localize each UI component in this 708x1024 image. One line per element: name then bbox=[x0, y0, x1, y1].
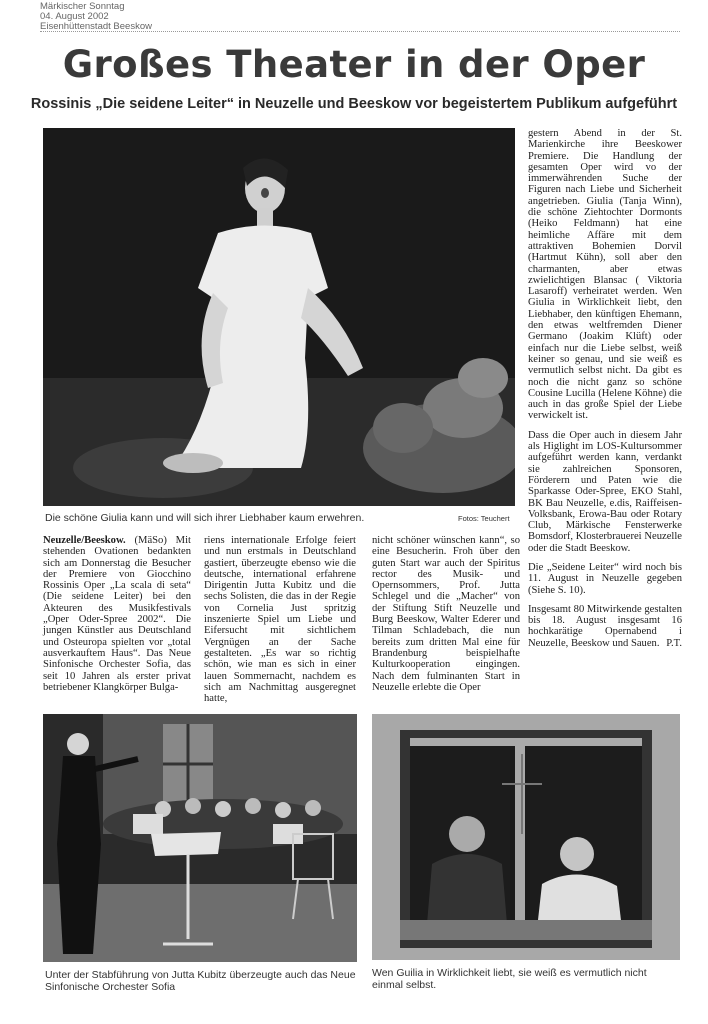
article-column-3 bbox=[372, 535, 520, 693]
article-right-column bbox=[528, 128, 682, 649]
window-photo-image bbox=[372, 714, 680, 960]
dateline: Neuzelle/Beeskow. bbox=[43, 535, 126, 546]
article-paragraph: riens internationale Erfolge feiert und nun erstmals in Deutschland gastiert, überzeugte ebenso wie die deutsche, international erfahrene Dirigentin Jutta Kubitz und die sechs Solisten, die das in der Regie von Cornelia Just spritzig inszenierte Spiel um Liebe und Eifersucht mit sichtlichem Vergnügen an der Sache gestalteten. „Es war so richtig schön, wie man es sich in einer lauen Sommernacht, nachdem es sich am Nachmittag ausgeregnet hatte, bbox=[204, 535, 356, 705]
masthead-paper: Märkischer Sonntag bbox=[40, 1, 125, 12]
article-column-2 bbox=[204, 535, 356, 704]
subheadline: Rossinis „Die seidene Leiter“ in Neuzelle und Beeskow vor begeistertem Publikum aufgeführt bbox=[30, 96, 678, 112]
headline: Großes Theater in der Oper bbox=[62, 43, 646, 86]
masthead-date: 04. August 2002 bbox=[40, 11, 109, 22]
article-paragraph bbox=[43, 535, 191, 693]
article-paragraph: Dass die Oper auch in diesem Jahr als Higlight im LOS-Kultursommer aufgeführt werden kann, verdankt sie zahlreichen Sponsoren, Förderern und Paten wie die Sparkasse Oder-Spree, EKO Stahl, BK Bau Neuzelle, e.dis, Raiffeisen-Volksbank, Erowa-Bau oder Rotary Club, Märkische Fensterwerke Bomsdorf, Klosterbrauerei Neuzelle oder die Stadt Beeskow. bbox=[528, 429, 682, 554]
window-photo-caption: Wen Guilia in Wirklichkeit liebt, sie weiß es vermutlich nicht einmal selbst. bbox=[372, 967, 647, 991]
article-paragraph-text: Insgesamt 80 Mitwirkende gestalten bis 18. August insgesamt 16 hochkarätige Opernabend i Neuzelle, Beeskow und Sauen. bbox=[528, 603, 682, 649]
author-initials: P.T. bbox=[666, 637, 682, 649]
article-paragraph-text: (MäSo) Mit stehenden Ovationen bedankten sich am Donnerstag die Besucher der Premiere von Giocchino Rossinis Oper „La scala di seta“ (Die seidene Leiter) bei den Akteuren des Musikfestivals „Oper Oder-Spree 2002“. Die jungen Künstler aus Deutschland und Osteuropa spielten vor „total ausverkauftem Haus“. Das Neue Sinfonische Orchester Sofia, das seit 10 Jahren als erster privat betriebener Klangkörper Bulga- bbox=[43, 535, 191, 693]
photo-credit: Fotos: Teuchert bbox=[458, 514, 510, 523]
orchestra-photo-image bbox=[43, 714, 357, 962]
masthead-rule bbox=[40, 31, 680, 32]
article-paragraph: nicht schöner wünschen kann“, so eine Besucherin. Froh über den guten Start war auch der Spiritus rector des Musik- und Opernsommers, Prof. Jutta Schlegel und die „Macher“ von der Stiftung Stift Neuzelle und Burg Beeskow, Walter Ederer und Tilman Schladebach, die nun bereits zum dritten Mal eine für Brandenburg beispielhafte Kulturkooperation eingingen. Nach dem fulminanten Start in Neuzelle erlebte die Oper bbox=[372, 535, 520, 693]
window-photo bbox=[372, 714, 680, 960]
orchestra-photo bbox=[43, 714, 357, 962]
article-column-1 bbox=[43, 535, 191, 693]
main-photo-caption: Die schöne Giulia kann und will sich ihrer Liebhaber kaum erwehren. bbox=[45, 512, 365, 524]
main-photo-image bbox=[43, 128, 515, 506]
orchestra-photo-caption: Unter der Stabführung von Jutta Kubitz überzeugte auch das Neue Sinfonische Orchester Sofia bbox=[45, 969, 356, 993]
masthead bbox=[40, 2, 152, 32]
article-paragraph bbox=[528, 604, 682, 649]
article-paragraph: Die „Seidene Leiter“ wird noch bis 11. August in Neuzelle gegeben (Siehe S. 10). bbox=[528, 561, 682, 596]
masthead-edition: Eisenhüttenstadt Beeskow bbox=[40, 21, 152, 32]
article-paragraph: gestern Abend in der St. Marienkirche ihre Beeskower Premiere. Die Handlung der gesamten Oper wird vo der immerwährenden Suche der Figuren nach Liebe und Sicherheit angetrieben. Giulia (Tanja Winn), die schöne Ziehtochter Dormonts (Heiko Feldmann) hat eine heimliche Affäre mit dem attraktiven Bohemien Dorvil (Hartmut Kühn), soll aber den charmanten, aber etwas zwielichtigen Blansac ( Viktoria Lasaroff) verheiratet werden. Wen Giulia in Wirklichkeit liebt, den Liebhaber, den künftigen Ehemann, den etwas weltfremden Diener Germano (Joakim Klüft) oder einfach nur die Liebe selbst, weiß keiner so genau, und sie weiß es vermutlich selbst nicht. Da gibt es noch die nicht ganz so schöne Cousine Lucilla (Helene Köhne) die auch in das große Spiel der Liebe verwickelt ist. bbox=[528, 128, 682, 422]
main-photo bbox=[43, 128, 515, 506]
